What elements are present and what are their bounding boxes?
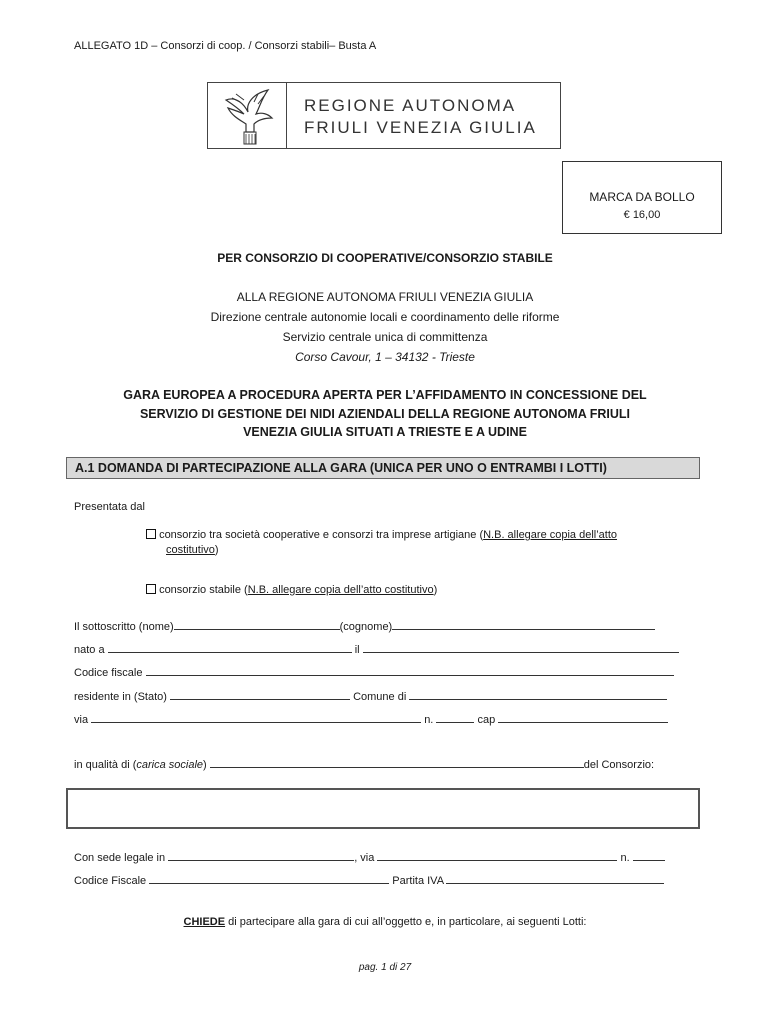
address-line-3: Servizio centrale unica di committenza xyxy=(282,330,488,344)
row-fiscal-code xyxy=(74,665,700,679)
logo-line-2: FRIULI VENEZIA GIULIA xyxy=(304,118,537,137)
row-role xyxy=(74,757,700,771)
checkbox-cooperative[interactable] xyxy=(146,529,156,539)
label-office-street: , via xyxy=(354,852,375,864)
checkbox-stabile[interactable] xyxy=(146,584,156,594)
tender-line-1: GARA EUROPEA A PROCEDURA APERTA PER L’AFFIDAMENTO IN CONCESSIONE DEL xyxy=(123,388,647,402)
label-surname: (cognome) xyxy=(339,621,393,633)
field-office-number[interactable] xyxy=(633,850,665,861)
recipient-address xyxy=(0,287,770,367)
label-country: residente in (Stato) xyxy=(74,691,167,703)
row-residence xyxy=(74,689,700,703)
label-registered-office: Con sede legale in xyxy=(74,852,166,864)
row-registered-office xyxy=(74,850,700,864)
option-cooperative-note: N.B. allegare copia dell’atto xyxy=(483,529,618,541)
label-office-number: n. xyxy=(620,852,630,864)
row-street xyxy=(74,712,700,726)
option-stabile-note: N.B. allegare copia dell’atto costitutivo xyxy=(247,584,434,596)
label-number: n. xyxy=(424,714,434,726)
field-office-street[interactable] xyxy=(377,850,617,861)
option-stabile-label: consorzio stabile ( xyxy=(159,584,248,596)
field-role[interactable] xyxy=(210,757,584,768)
option-cooperative-label: consorzio tra società cooperative e consorzi tra imprese artigiane ( xyxy=(159,529,484,541)
logo-line-1: REGIONE AUTONOMA xyxy=(304,96,517,115)
option-cooperative-close: ) xyxy=(214,544,219,556)
label-municipality: Comune di xyxy=(353,691,407,703)
region-logo xyxy=(207,82,561,149)
label-role-italic: carica sociale xyxy=(136,759,204,771)
row-birth xyxy=(74,642,700,656)
field-fiscal-code[interactable] xyxy=(146,665,674,676)
field-street[interactable] xyxy=(91,712,421,723)
stamp-label: MARCA DA BOLLO xyxy=(589,190,695,204)
option-stabile xyxy=(146,584,437,596)
option-cooperative xyxy=(146,528,706,558)
label-street: via xyxy=(74,714,89,726)
field-vat[interactable] xyxy=(446,873,664,884)
page-number: pag. 1 di 27 xyxy=(358,962,412,973)
option-cooperative-note-2: costitutivo xyxy=(166,544,215,556)
field-number[interactable] xyxy=(436,712,474,723)
tender-title xyxy=(0,386,770,442)
logo-divider xyxy=(286,83,287,148)
consortium-name-box[interactable] xyxy=(66,788,700,829)
address-line-2: Direzione centrale autonomie locali e coordinamento delle riforme xyxy=(210,310,560,324)
label-consortium: del Consorzio: xyxy=(583,759,655,771)
field-company-fiscal-code[interactable] xyxy=(149,873,389,884)
field-surname[interactable] xyxy=(392,619,655,630)
label-company-fiscal-code: Codice Fiscale xyxy=(74,875,147,887)
field-postcode[interactable] xyxy=(498,712,668,723)
label-role: in qualità di ( xyxy=(74,759,137,771)
tender-line-3: VENEZIA GIULIA SITUATI A TRIESTE E A UDINE xyxy=(243,425,527,439)
tender-line-2: SERVIZIO DI GESTIONE DEI NIDI AZIENDALI DELLA REGIONE AUTONOMA FRIULI xyxy=(139,406,631,421)
field-name[interactable] xyxy=(174,619,340,630)
stamp-amount: € 16,00 xyxy=(623,209,661,221)
revenue-stamp-box xyxy=(562,161,722,234)
label-vat: Partita IVA xyxy=(392,875,444,887)
request-statement xyxy=(0,916,770,928)
field-municipality[interactable] xyxy=(409,689,667,700)
field-registered-office[interactable] xyxy=(168,850,354,861)
attachment-header: ALLEGATO 1D – Consorzi di coop. / Consorzi stabili– Busta A xyxy=(74,40,377,52)
section-heading: A.1 DOMANDA DI PARTECIPAZIONE ALLA GARA (UNICA PER UNO O ENTRAMBI I LOTTI) xyxy=(66,457,700,479)
address-line-4: Corso Cavour, 1 – 34132 - Trieste xyxy=(295,350,475,364)
label-name: Il sottoscritto (nome) xyxy=(74,621,174,633)
logo-text xyxy=(304,95,537,139)
label-birthdate: il xyxy=(354,644,360,656)
field-birthplace[interactable] xyxy=(108,642,352,653)
document-title: PER CONSORZIO DI COOPERATIVE/CONSORZIO STABILE xyxy=(217,251,553,265)
label-role-close: ) xyxy=(203,759,207,771)
label-birthplace: nato a xyxy=(74,644,105,656)
row-signatory xyxy=(74,619,700,633)
field-country[interactable] xyxy=(170,689,350,700)
row-tax-ids xyxy=(74,873,700,887)
request-keyword: CHIEDE xyxy=(183,916,226,928)
address-line-1: ALLA REGIONE AUTONOMA FRIULI VENEZIA GIULIA xyxy=(236,290,534,304)
field-birthdate[interactable] xyxy=(363,642,679,653)
label-postcode: cap xyxy=(477,714,496,726)
presented-by-label: Presentata dal xyxy=(74,501,145,513)
eagle-icon xyxy=(218,86,280,146)
label-fiscal-code: Codice fiscale xyxy=(74,667,143,679)
option-stabile-close: ) xyxy=(433,584,438,596)
request-text: di partecipare alla gara di cui all’oggetto e, in particolare, ai seguenti Lotti: xyxy=(225,916,587,928)
